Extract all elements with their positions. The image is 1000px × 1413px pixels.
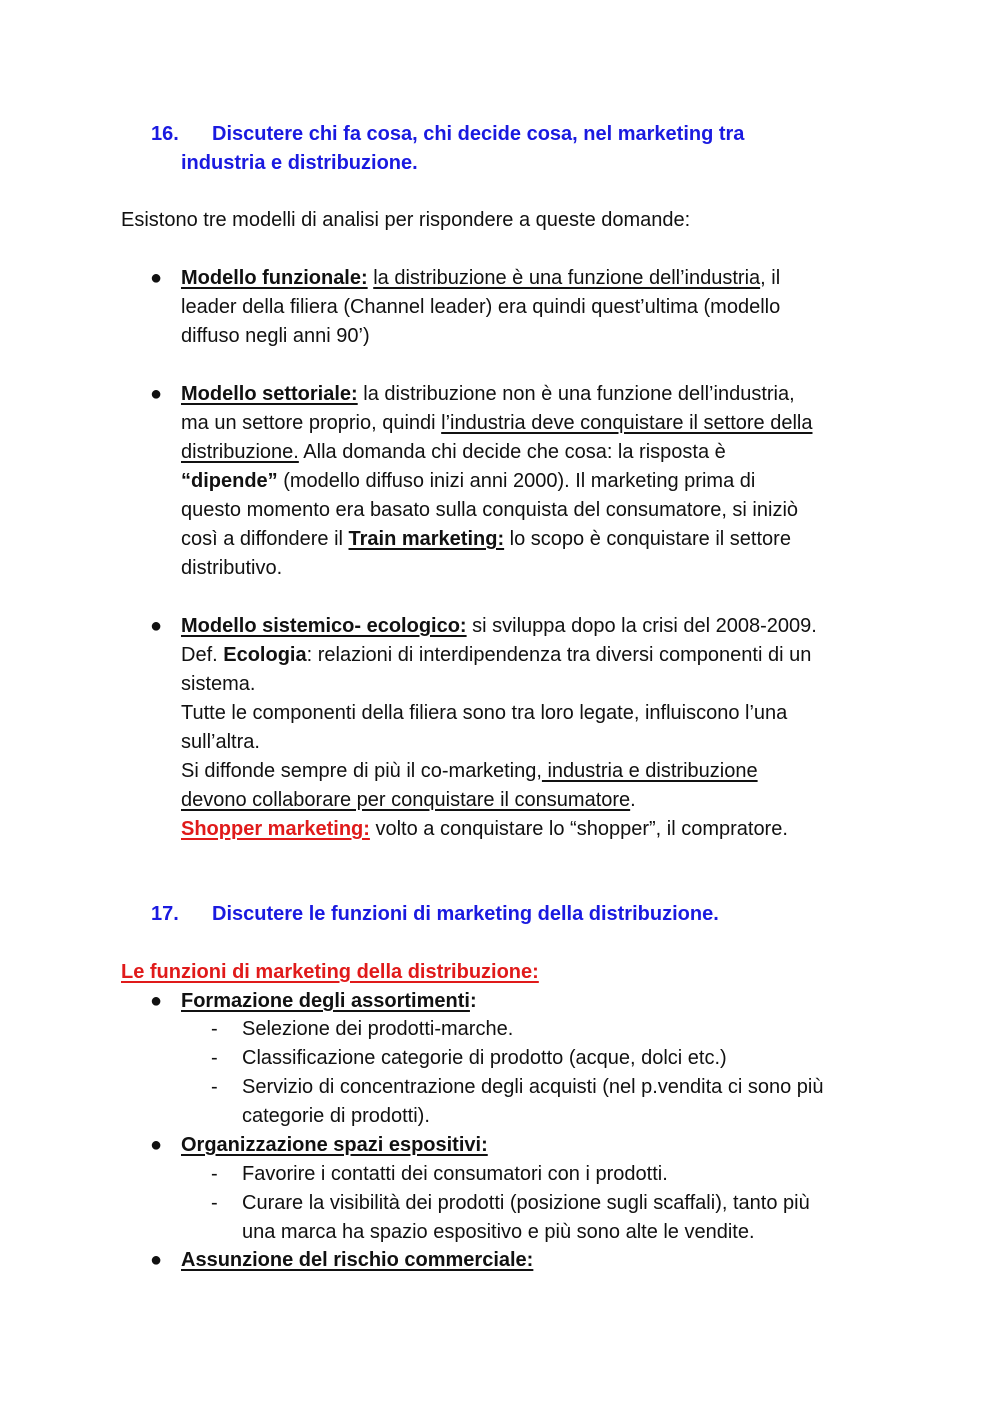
model-systemic-text: volto a conquistare lo “shopper”, il compratore.	[369, 818, 788, 840]
model-systemic-text: si sviluppa dopo la crisi del 2008-2009.	[466, 615, 817, 637]
model-sectoral-line5: questo momento era basato sulla conquista del consumatore, si iniziò	[181, 499, 799, 521]
model-functional-heading: Modello funzionale:	[181, 267, 368, 289]
functions-heading: Le funzioni di marketing della distribuzione:	[121, 961, 539, 983]
model-systemic-line5: sull’altra.	[181, 731, 260, 753]
model-systemic-line6	[181, 757, 758, 785]
shopper-marketing-term: Shopper marketing:	[181, 818, 370, 840]
question-17-number: 17.	[151, 903, 179, 925]
bullet-icon: ●	[150, 1249, 163, 1271]
model-sectoral-line7: distributivo.	[181, 557, 283, 579]
model-systemic-line7	[181, 786, 636, 814]
model-systemic-text: Si diffonde sempre di più il co-marketing,	[181, 760, 542, 782]
model-sectoral-text: la distribuzione non è una funzione dell’industria,	[357, 383, 795, 405]
function-assortments	[181, 987, 477, 1015]
dash-icon: -	[211, 1076, 218, 1098]
dash-icon: -	[211, 1163, 218, 1185]
model-systemic-line4: Tutte le componenti della filiera sono tra loro legate, influiscono l’una	[181, 702, 788, 724]
function-assortments-item1: Selezione dei prodotti-marche.	[242, 1018, 514, 1040]
model-systemic-underlined: industria e distribuzione	[541, 760, 758, 782]
model-sectoral-line6	[181, 525, 791, 553]
question-16-title-line1: Discutere chi fa cosa, chi decide cosa, nel marketing tra	[212, 123, 745, 145]
model-sectoral-text: ma un settore proprio, quindi	[181, 412, 442, 434]
model-sectoral-underlined: distribuzione.	[181, 441, 299, 463]
model-functional-underlined: la distribuzione è una funzione dell’industria	[373, 267, 761, 289]
model-sectoral-text: lo scopo è conquistare il settore	[504, 528, 791, 550]
train-marketing-term: Train marketing:	[348, 528, 505, 550]
model-sectoral-line1	[181, 380, 795, 408]
function-display-spaces-item1: Favorire i contatti dei consumatori con i prodotti.	[242, 1163, 668, 1185]
function-assortments-item3-line2: categorie di prodotti).	[242, 1105, 430, 1127]
model-systemic-line3: sistema.	[181, 673, 256, 695]
bullet-icon: ●	[150, 990, 163, 1012]
function-assortments-item3-line1: Servizio di concentrazione degli acquisti (nel p.vendita ci sono più	[242, 1076, 824, 1098]
model-sectoral-text: Alla domanda chi decide che cosa: la risposta è	[298, 441, 726, 463]
model-functional-text: , il	[760, 267, 781, 289]
question-16-title-line2: industria e distribuzione.	[181, 152, 418, 174]
bullet-icon: ●	[150, 1134, 163, 1156]
model-systemic-heading: Modello sistemico- ecologico:	[181, 615, 467, 637]
question-16-number: 16.	[151, 123, 179, 145]
function-display-spaces-item2-line2: una marca ha spazio espositivo e più sono alte le vendite.	[242, 1221, 755, 1243]
model-sectoral-text: così a diffondere il	[181, 528, 349, 550]
model-sectoral-line4	[181, 467, 755, 495]
model-sectoral-underlined: l’industria deve conquistare il settore della	[441, 412, 813, 434]
dash-icon: -	[211, 1018, 218, 1040]
question-17-title: Discutere le funzioni di marketing della distribuzione.	[212, 903, 719, 925]
model-systemic-text: .	[630, 789, 636, 811]
dash-icon: -	[211, 1192, 218, 1214]
function-assortments-heading: Formazione degli assortimenti	[181, 990, 470, 1012]
function-display-spaces-heading: Organizzazione spazi espositivi:	[181, 1134, 488, 1156]
ecologia-term: Ecologia	[223, 644, 307, 666]
model-systemic-line8	[181, 815, 788, 843]
model-sectoral-heading: Modello settoriale:	[181, 383, 358, 405]
model-sectoral-line2	[181, 409, 812, 437]
model-systemic-underlined: devono collaborare per conquistare il consumatore	[181, 789, 631, 811]
model-functional-line3: diffuso negli anni 90’)	[181, 325, 370, 347]
function-commercial-risk-heading: Assunzione del rischio commerciale:	[181, 1249, 534, 1271]
intro-paragraph: Esistono tre modelli di analisi per rispondere a queste domande:	[121, 209, 691, 231]
function-display-spaces-item2-line1: Curare la visibilità dei prodotti (posizione sugli scaffali), tanto più	[242, 1192, 810, 1214]
model-functional-line1	[181, 264, 780, 292]
model-systemic-text: : relazioni di interdipendenza tra diversi componenti di un	[306, 644, 812, 666]
model-sectoral-line3	[181, 438, 726, 466]
model-functional-line2: leader della filiera (Channel leader) era quindi quest’ultima (modello	[181, 296, 781, 318]
model-systemic-text: Def.	[181, 644, 224, 666]
dash-icon: -	[211, 1047, 218, 1069]
model-sectoral-bold: “dipende”	[181, 470, 278, 492]
function-assortments-colon: :	[469, 990, 477, 1012]
model-systemic-line2	[181, 641, 811, 669]
model-sectoral-text: (modello diffuso inizi anni 2000). Il marketing prima di	[277, 470, 756, 492]
bullet-icon: ●	[150, 615, 163, 637]
bullet-icon: ●	[150, 267, 163, 289]
model-systemic-line1	[181, 612, 817, 640]
function-assortments-item2: Classificazione categorie di prodotto (acque, dolci etc.)	[242, 1047, 727, 1069]
bullet-icon: ●	[150, 383, 163, 405]
